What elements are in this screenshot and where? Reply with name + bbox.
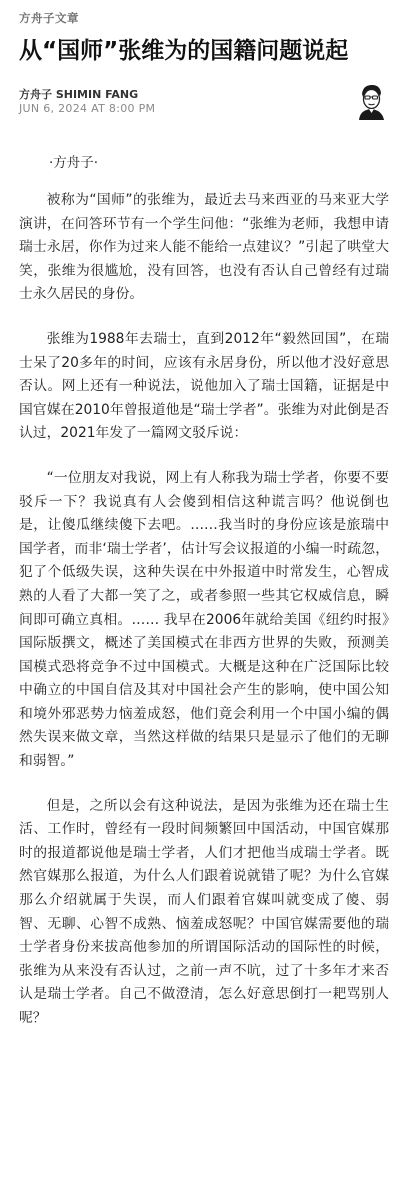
publication-name[interactable]: 方舟子文章: [19, 11, 79, 25]
publish-date: JUN 6, 2024 AT 8:00 PM: [19, 102, 156, 115]
author-avatar[interactable]: [351, 80, 391, 120]
paragraph-2: 张维为1988年去瑞士，直到2012年“毅然回国”，在瑞士呆了20多年的时间，应该有永居身份，所以他才没好意思否认。网上还有一种说法，说他加入了瑞士国籍，证据是中国官媒在2010年曾报道他是“瑞士学者”。张维为对此倒是否认过，2021年发了一篇网文驳斥说：: [19, 330, 389, 442]
article-body: [19, 152, 389, 1052]
paragraph-4: 但是，之所以会有这种说法，是因为张维为还在瑞士生活、工作时，曾经有一段时间频繁回中国活动，中国官媒那时的报道都说他是瑞士学者，人们才把他当成瑞士学者。既然官媒那么报道，为什么人们跟着说就错了呢？为什么官媒那么介绍就属于失误，而人们跟着官媒叫就变成了傻、弱智、无聊、心智不成熟、恼羞成怒呢？中国官媒需要他的瑞士学者身份来拔高他参加的所谓国际活动的国际性的时候，张维为从来没有否认过，之前一声不吭，过了十多年才来否认是瑞士学者。自己不做澄清，怎么好意思倒打一耙骂别人呢？: [19, 797, 389, 1026]
article-title: 从“国师”张维为的国籍问题说起: [19, 38, 349, 64]
article-byline: ·方舟子·: [49, 155, 99, 171]
paragraph-1: 被称为“国师”的张维为，最近去马来西亚的马来亚大学演讲，在问答环节有一个学生问他：“张维为老师，我想申请瑞士永居，你作为过来人能不能给一点建议？”引起了哄堂大笑，张维为很尴尬，没有回答，也没有否认自己曾经有过瑞士永久居民的身份。: [19, 192, 389, 303]
author-name[interactable]: 方舟子 SHIMIN FANG: [19, 88, 139, 101]
paragraph-3-quote: “一位朋友对我说，网上有人称我为瑞士学者，你要不要驳斥一下？我说真有人会傻到相信这种谎言吗？他说倒也是，让傻瓜继续傻下去吧。……我当时的身份应该是旅瑞中国学者，而非‘瑞士学者’，估计写会议报道的小编一时疏忽，犯了个低级失误，这种失误在中外报道中时常发生，心智成熟的人看了大都一笑了之，或者参照一些其它权威信息，瞬间即可确立真相。…… 我早在2006年就给美国《纽约时报》国际版撰文，概述了美国模式在非西方世界的失败，预测美国模式恐将竞争不过中国模式。大概是这种在广泛国际比较中确立的中国自信及其对中国社会产生的影响，使中国公知和境外邪恶势力恼羞成怒，他们竟会利用一个中国小编的偶然失误来做文章，当然这样做的结果只是显示了他们的无聊和弱智。”: [19, 469, 389, 770]
